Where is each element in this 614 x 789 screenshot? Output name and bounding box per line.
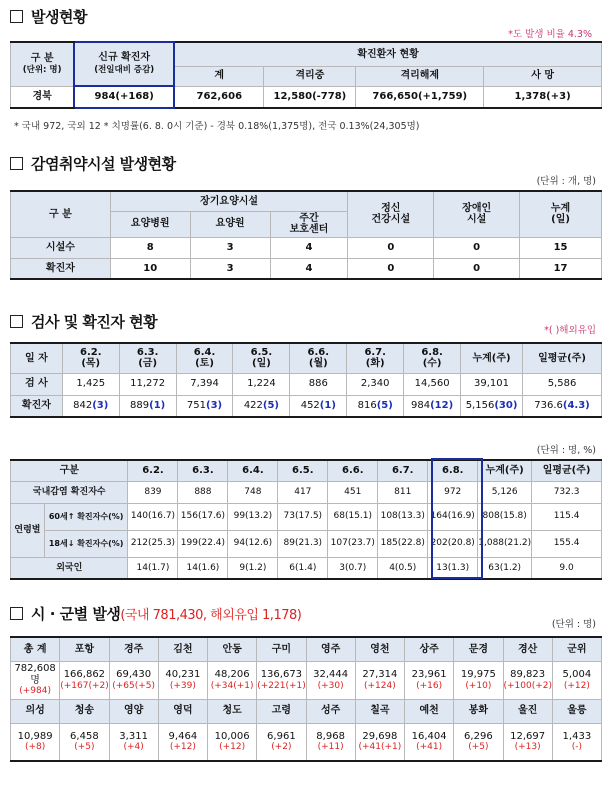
cell: 11,272: [119, 373, 176, 395]
cell: 451: [328, 481, 378, 503]
region-cell: [257, 661, 306, 699]
cell: 7,394: [176, 373, 233, 395]
cell: 839: [128, 481, 178, 503]
region-total: 27,314: [362, 669, 398, 681]
region-name: 영주: [306, 637, 355, 661]
cell: 155.4: [532, 530, 602, 557]
checkbox-square-icon: [10, 607, 23, 620]
header-date: 6.6.: [328, 460, 378, 481]
header-day: 6.2. (목): [62, 343, 119, 373]
cell: 732.3: [532, 481, 602, 503]
tests-table: [10, 342, 602, 418]
cell: 3: [190, 258, 270, 279]
region-name: 봉화: [454, 699, 503, 723]
region-total: 6,961: [267, 730, 296, 742]
cell: 748: [228, 481, 278, 503]
header-gubun: 구 분: [11, 191, 111, 237]
region-total: 40,231: [165, 669, 201, 681]
deaths-value: 1,378(+3): [484, 86, 602, 108]
region-delta: (+12): [169, 742, 196, 753]
header-day: 6.3. (금): [119, 343, 176, 373]
row-label-foreigner: 외국인: [11, 557, 128, 579]
total-value: 762,606: [174, 86, 264, 108]
cell: 115.4: [532, 503, 602, 530]
cell: 9.0: [532, 557, 602, 579]
region-name: 총 계: [11, 637, 60, 661]
region-delta: (+984): [19, 686, 51, 697]
region-delta: (+5): [74, 742, 95, 753]
cell: 816(5): [347, 395, 404, 417]
region-cell: [454, 723, 503, 761]
cell: 3: [190, 237, 270, 258]
region-delta: (+5): [468, 742, 489, 753]
region-total: 89,823: [510, 669, 546, 681]
region-cell: [60, 661, 109, 699]
region-cell: [405, 723, 454, 761]
cell: 736.6(4.3): [523, 395, 602, 417]
region-cell: [208, 661, 257, 699]
header-date: 6.4.: [228, 460, 278, 481]
region-total: 166,862: [63, 669, 106, 681]
row-label-facilities: 시설수: [11, 237, 111, 258]
region-name: 경주: [109, 637, 158, 661]
cell: 888: [178, 481, 228, 503]
region-cell: [552, 723, 601, 761]
region-delta: (+4): [123, 742, 144, 753]
region-total: 29,698: [362, 730, 398, 742]
region-total: 10,989: [17, 730, 53, 742]
cell: 0: [434, 237, 520, 258]
regional-subtitle: (국내 781,430, 해외유입 1,178): [120, 608, 302, 623]
checkbox-square-icon: [10, 315, 23, 328]
header-date: 6.8.: [428, 460, 478, 481]
region-total: 23,961: [411, 669, 447, 681]
header-day: 6.4. (토): [176, 343, 233, 373]
header-cumulative: 누계(주): [478, 460, 532, 481]
section-title-outbreak: 발생현황: [10, 6, 87, 27]
region-cell: [503, 661, 552, 699]
header-deaths: 사 망: [484, 66, 602, 86]
cell: 811: [378, 481, 428, 503]
cell: 2,340: [347, 373, 404, 395]
cell: 808(15.8): [478, 503, 532, 530]
header-cumulative: 누계 (일): [520, 191, 602, 237]
cell: 5,126: [478, 481, 532, 503]
region-name: 청도: [208, 699, 257, 723]
region-name: 영천: [355, 637, 404, 661]
region-name: 영덕: [158, 699, 207, 723]
province-ratio-note: *도 발생 비율 4.3%: [508, 29, 592, 40]
cell: 199(22.4): [178, 530, 228, 557]
region-name: 김천: [158, 637, 207, 661]
header-day: 6.5. (일): [233, 343, 290, 373]
cell: 63(1.2): [478, 557, 532, 579]
age-breakdown-table: [10, 459, 602, 580]
header-nursing-hospital: 요양병원: [110, 211, 190, 237]
region-delta: (+34(+1): [210, 680, 254, 691]
region-cell: [257, 723, 306, 761]
region-name: 성주: [306, 699, 355, 723]
cell: 68(15.1): [328, 503, 378, 530]
header-date: 6.3.: [178, 460, 228, 481]
region-delta: (+16): [416, 680, 443, 691]
cell: 108(13.3): [378, 503, 428, 530]
new-cases-value: 984(+168): [74, 86, 174, 108]
region-name: 경산: [503, 637, 552, 661]
region-delta: (+11): [317, 742, 344, 753]
cell: 13(1.3): [428, 557, 478, 579]
regional-unit: (단위 : 명): [551, 619, 596, 630]
cell: 39,101: [461, 373, 523, 395]
cell: 73(17.5): [278, 503, 328, 530]
row-label-confirmed: 확진자: [11, 258, 111, 279]
cell: 0: [434, 258, 520, 279]
cell: 202(20.8): [428, 530, 478, 557]
cell: 4(0.5): [378, 557, 428, 579]
header-daily-avg: 일평균(주): [532, 460, 602, 481]
region-total: 48,206: [214, 669, 250, 681]
cell: 842(3): [62, 395, 119, 417]
header-daily-avg: 일평균(주): [523, 343, 602, 373]
region-delta: (+10): [465, 680, 492, 691]
region-cell: [552, 661, 601, 699]
header-mental-health: 정신 건강시설: [348, 191, 434, 237]
section-title-tests: 검사 및 확진자 현황: [10, 311, 157, 332]
header-daycare: 주간 보호센터: [270, 211, 348, 237]
cell: 99(13.2): [228, 503, 278, 530]
regional-table: [10, 636, 602, 762]
header-nursing-home: 요양원: [190, 211, 270, 237]
cell: 89(21.3): [278, 530, 328, 557]
region-delta: (+65(+5): [112, 680, 156, 691]
cell: 5,586: [523, 373, 602, 395]
cell: 3(0.7): [328, 557, 378, 579]
region-total: 69,430: [116, 669, 152, 681]
region-total: 6,296: [464, 730, 493, 742]
region-name: 의성: [11, 699, 60, 723]
region-delta: (+13): [514, 742, 541, 753]
cell: 212(25.3): [128, 530, 178, 557]
cell: 1,088(21.2): [478, 530, 532, 557]
region-cell: [454, 661, 503, 699]
row-label-domestic: 국내감염 확진자수: [11, 481, 128, 503]
fatality-footnote: * 국내 972, 국외 12 * 치명률(6. 8. 0시 기준) - 경북 0.18%(1,375명), 전국 0.13%(24,305명): [14, 121, 420, 132]
cell: 422(5): [233, 395, 290, 417]
region-total: 8,968: [316, 730, 345, 742]
cell: 0: [348, 237, 434, 258]
region-delta: (+124): [364, 680, 396, 691]
age-unit: (단위 : 명, %): [536, 445, 596, 456]
row-label-over60: 60세↑ 확진자수(%): [44, 503, 128, 530]
cell: 15: [520, 237, 602, 258]
region-total: 782,608명: [14, 663, 56, 686]
header-date: 6.7.: [378, 460, 428, 481]
header-total: 계: [174, 66, 264, 86]
region-cell: [306, 661, 355, 699]
region-name: 영양: [109, 699, 158, 723]
released-value: 766,650(+1,759): [356, 86, 484, 108]
region-delta: (+221(+1): [257, 680, 306, 691]
isolating-value: 12,580(-778): [264, 86, 356, 108]
cell: 9(1.2): [228, 557, 278, 579]
cell: 8: [110, 237, 190, 258]
row-label: 경북: [11, 86, 75, 108]
outbreak-table: [10, 41, 602, 109]
header-day: 6.8. (수): [404, 343, 461, 373]
row-label-age: 연령별: [11, 503, 45, 557]
region-cell: [158, 723, 207, 761]
region-total: 10,006: [214, 730, 250, 742]
cell: 452(1): [290, 395, 347, 417]
header-date: 6.5.: [278, 460, 328, 481]
region-cell: [11, 723, 60, 761]
header-longterm-care: 장기요양시설: [110, 191, 348, 211]
region-name: 구미: [257, 637, 306, 661]
region-delta: (+30): [317, 680, 344, 691]
region-delta: (+39): [169, 680, 196, 691]
cell: 10: [110, 258, 190, 279]
region-name: 울릉: [552, 699, 601, 723]
cell: 1,425: [62, 373, 119, 395]
region-cell: [158, 661, 207, 699]
cell: 140(16.7): [128, 503, 178, 530]
region-delta: (+12): [219, 742, 246, 753]
header-day: 6.7. (화): [347, 343, 404, 373]
region-total: 16,404: [411, 730, 447, 742]
region-name: 상주: [405, 637, 454, 661]
region-cell: [355, 661, 404, 699]
cell: 94(12.6): [228, 530, 278, 557]
cell: 0: [348, 258, 434, 279]
header-gubun: 구분: [11, 460, 128, 481]
cell: 5,156(30): [461, 395, 523, 417]
header-cumulative: 누계(주): [461, 343, 523, 373]
region-total: 3,311: [119, 730, 148, 742]
region-total: 12,697: [510, 730, 546, 742]
region-cell: [60, 723, 109, 761]
cell: 4: [270, 237, 348, 258]
region-delta: (+8): [24, 742, 46, 753]
region-delta: (+41(+1): [358, 742, 402, 753]
region-cell: [208, 723, 257, 761]
region-total: 9,464: [168, 730, 198, 742]
region-delta: (-): [571, 742, 583, 753]
region-delta: (+167(+2): [60, 680, 109, 691]
cell: 1,224: [233, 373, 290, 395]
region-cell: [109, 661, 158, 699]
section-title-vulnerable: 감염취약시설 발생현황: [10, 153, 176, 174]
cell: 156(17.6): [178, 503, 228, 530]
cell: 751(3): [176, 395, 233, 417]
region-name: 예천: [405, 699, 454, 723]
checkbox-square-icon: [10, 157, 23, 170]
cell: 984(12): [404, 395, 461, 417]
row-label-tests: 검 사: [11, 373, 63, 395]
cell: 417: [278, 481, 328, 503]
cell: 14,560: [404, 373, 461, 395]
header-date: 6.2.: [128, 460, 178, 481]
header-day: 6.6. (월): [290, 343, 347, 373]
region-cell: [405, 661, 454, 699]
region-name: 안동: [208, 637, 257, 661]
region-total: 19,975: [460, 669, 496, 681]
region-delta: (+2): [271, 742, 292, 753]
region-total: 136,673: [260, 669, 303, 681]
row-label-confirmed: 확진자: [11, 395, 63, 417]
region-total: 32,444: [313, 669, 349, 681]
region-name: 울진: [503, 699, 552, 723]
vulnerable-unit: (단위 : 개, 명): [536, 176, 596, 187]
header-status: 확진환자 현황: [174, 42, 601, 66]
region-name: 청송: [60, 699, 109, 723]
checkbox-square-icon: [10, 10, 23, 23]
cell: 4: [270, 258, 348, 279]
header-released: 격리해제: [356, 66, 484, 86]
cell: 107(23.7): [328, 530, 378, 557]
region-cell: [306, 723, 355, 761]
region-total: 1,433: [562, 730, 592, 742]
region-delta: (+12): [563, 680, 590, 691]
cell: 14(1.7): [128, 557, 178, 579]
overseas-note: *( )해외유입: [544, 325, 596, 336]
header-gubun: 구 분 (단위: 명): [11, 42, 75, 86]
cell: 17: [520, 258, 602, 279]
cell: 886: [290, 373, 347, 395]
region-name: 군위: [552, 637, 601, 661]
cell: 972: [428, 481, 478, 503]
region-name: 칠곡: [355, 699, 404, 723]
region-cell: [11, 661, 60, 699]
region-total: 5,004: [562, 669, 592, 681]
region-name: 문경: [454, 637, 503, 661]
section-title-regional: 시 · 군별 발생(국내 781,430, 해외유입 1,178): [10, 603, 301, 624]
region-total: 6,458: [70, 730, 99, 742]
region-delta: (+100(+2): [503, 680, 553, 691]
header-date: 일 자: [11, 343, 63, 373]
header-new-cases: 신규 확진자 (전일대비 증감): [74, 42, 174, 86]
header-isolating: 격리중: [264, 66, 356, 86]
cell: 185(22.8): [378, 530, 428, 557]
cell: 889(1): [119, 395, 176, 417]
cell: 164(16.9): [428, 503, 478, 530]
row-label-under18: 18세↓ 확진자수(%): [44, 530, 128, 557]
region-delta: (+41): [416, 742, 443, 753]
region-name: 포항: [60, 637, 109, 661]
region-cell: [355, 723, 404, 761]
region-cell: [109, 723, 158, 761]
cell: 6(1.4): [278, 557, 328, 579]
region-name: 고령: [257, 699, 306, 723]
region-cell: [503, 723, 552, 761]
cell: 14(1.6): [178, 557, 228, 579]
vulnerable-facilities-table: [10, 190, 602, 280]
header-disability: 장애인 시설: [434, 191, 520, 237]
